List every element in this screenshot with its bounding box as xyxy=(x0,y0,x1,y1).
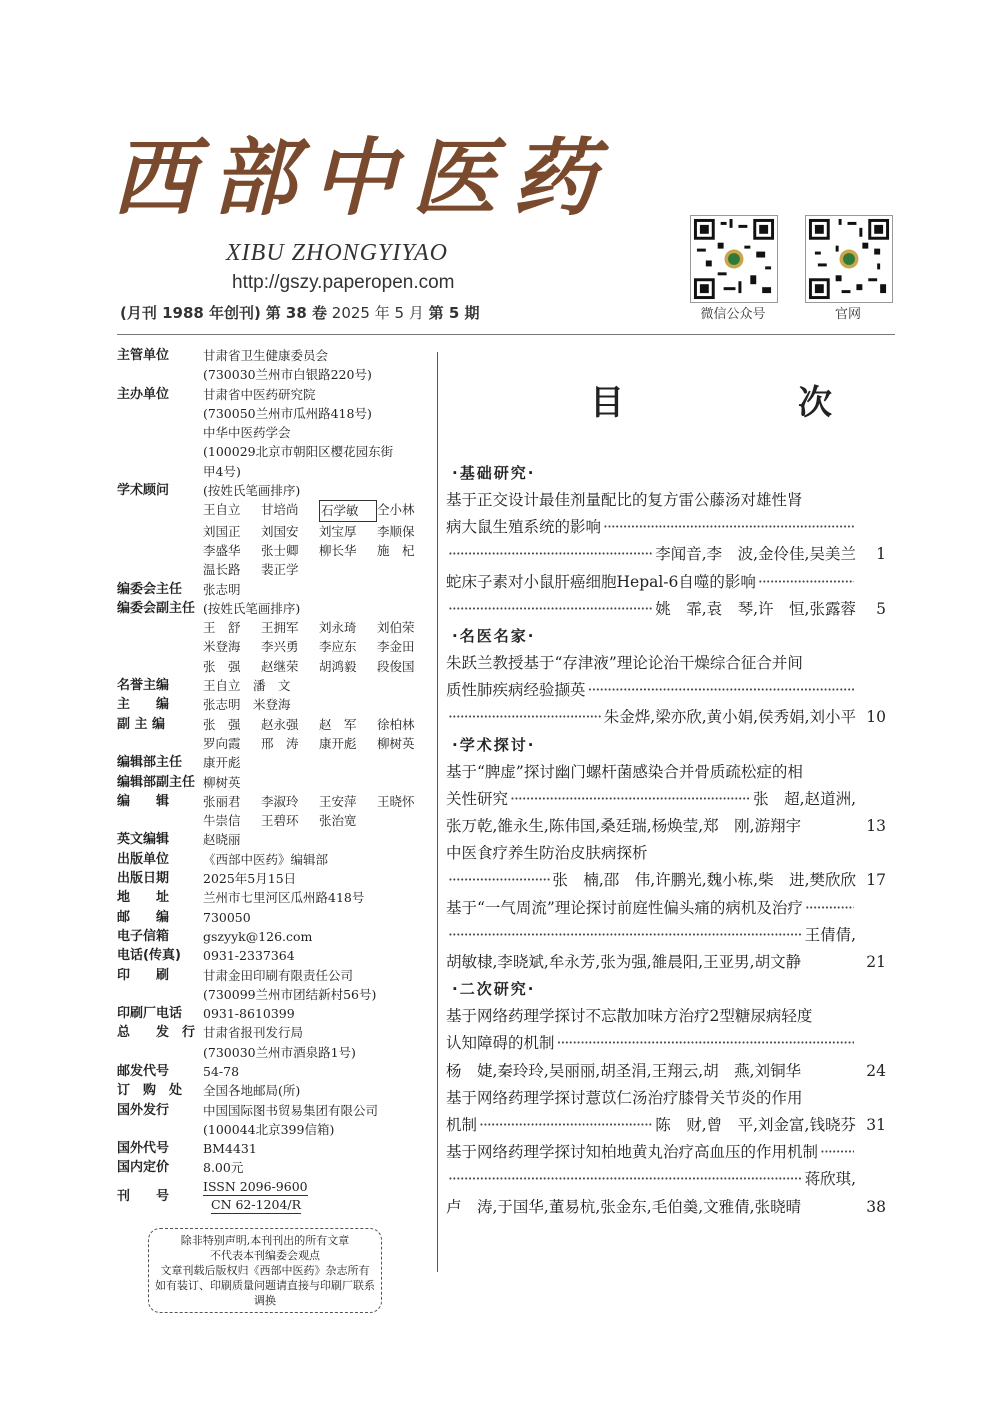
toc-entry-text: 张万乾,雒永生,陈伟国,桑廷瑞,杨焕莹,郑 刚,游翔宇 xyxy=(446,817,802,836)
vice-name: 李金田 xyxy=(377,639,415,655)
toc-entry-line[interactable] xyxy=(446,1166,886,1193)
toc-entry-text: 基于“脾虚”探讨幽门螺杆菌感染合并骨质疏松症的相 xyxy=(446,762,803,781)
issue-line xyxy=(120,302,480,323)
toc-entry-text: 基于“一气周流”理论探讨前庭性偏头痛的病机及治疗 xyxy=(446,898,803,917)
toc-entry-line[interactable] xyxy=(446,949,886,976)
info-value: 张志明 米登海 xyxy=(203,697,291,713)
toc-entry-text: 质性肺疾病经验撷英 xyxy=(446,681,586,700)
info-value: 2025年5月15日 xyxy=(203,871,297,887)
info-value: 王自立 潘 文 xyxy=(203,678,291,694)
advisor-name: 柳长华 xyxy=(319,542,357,558)
deputy-name: 张 强 xyxy=(203,716,241,732)
info-label: 主管单位 xyxy=(117,348,170,363)
toc-page-number: 5 xyxy=(876,599,886,618)
info-value: 甘肃省中医药研究院 xyxy=(203,386,316,402)
info-label: 刊 号 xyxy=(117,1188,170,1204)
vice-name: 胡鸿毅 xyxy=(319,658,357,674)
info-label: 邮发代号 xyxy=(117,1063,170,1079)
toc-entry-line[interactable] xyxy=(446,704,886,731)
info-label: 主 编 xyxy=(117,697,170,713)
toc-page-number: 24 xyxy=(866,1061,886,1080)
toc-entry-text: 胡敏棣,李晓斌,牟永芳,张为强,雒晨阳,王亚男,胡文静 xyxy=(446,953,802,972)
toc-entry-text: 王倩倩, xyxy=(804,925,856,944)
info-value: 54-78 xyxy=(203,1063,240,1079)
info-value: (100029北京市朝阳区樱花园东街 xyxy=(203,444,394,460)
editor-name: 张治宽 xyxy=(319,813,357,829)
info-label: 编委会主任 xyxy=(117,581,183,597)
dot-leader xyxy=(820,1139,854,1166)
toc-page-number: 17 xyxy=(866,871,886,890)
toc-page-number xyxy=(856,1139,886,1166)
toc-entry-text: 张 楠,邵 伟,许鹏光,魏小栋,柴 进,樊欣欣 xyxy=(552,871,856,890)
info-value: 中国国际图书贸易集团有限公司 xyxy=(203,1102,379,1118)
toc-page-number xyxy=(856,650,886,677)
toc-entry-text: 关性研究 xyxy=(446,789,509,808)
editor-name: 王碧环 xyxy=(261,813,299,829)
disclaimer-line: 除非特别声明,本刊刊出的所有文章 xyxy=(180,1234,350,1247)
info-value: 全国各地邮局(所) xyxy=(203,1083,301,1099)
info-value: 《西部中医药》编辑部 xyxy=(203,851,329,867)
dot-leader xyxy=(448,867,550,894)
vice-name: 米登海 xyxy=(203,639,241,655)
info-label: 学术顾问 xyxy=(117,483,170,499)
issue-monthly: (月刊 1988 年创刊) xyxy=(120,304,261,322)
dot-leader xyxy=(448,1166,803,1193)
deputy-name: 康开彪 xyxy=(319,735,357,751)
toc-entry-line[interactable] xyxy=(446,1139,886,1166)
editor-name: 王安萍 xyxy=(319,793,357,809)
advisor-name: 刘国安 xyxy=(261,523,299,539)
dot-leader xyxy=(588,677,854,704)
dot-leader xyxy=(805,895,854,922)
toc-entry-line[interactable] xyxy=(446,1112,886,1139)
toc-page-number: 38 xyxy=(866,1197,886,1216)
info-label: 电子信箱 xyxy=(117,928,170,944)
info-value: 甲4号) xyxy=(203,463,241,479)
toc-entry-line[interactable] xyxy=(446,596,886,623)
toc-entry-line[interactable] xyxy=(446,840,886,867)
advisor-name: 李盛华 xyxy=(203,542,241,558)
info-label: 编委会副主任 xyxy=(117,600,196,616)
info-label: 电话(传真) xyxy=(117,948,181,964)
qr-label: 官网 xyxy=(834,307,861,322)
disclaimer-line: 文章刊载后版权归《西部中医药》杂志所有 xyxy=(160,1264,370,1277)
toc-page-number xyxy=(856,1085,886,1112)
toc-page-number xyxy=(856,1030,886,1057)
toc-entry-line[interactable] xyxy=(446,786,886,813)
info-label: 副 主 编 xyxy=(117,716,166,732)
vice-name: 张 强 xyxy=(203,658,241,674)
issue-date: 2025 年 5 月 xyxy=(331,304,424,322)
toc-page-number: 13 xyxy=(866,817,886,836)
info-value: (按姓氏笔画排序) xyxy=(203,600,301,616)
journal-url[interactable]: http://gszy.paperopen.com xyxy=(232,272,455,293)
advisor-name: 刘宝厚 xyxy=(319,523,357,539)
dot-leader xyxy=(448,922,803,949)
toc-entry-line[interactable] xyxy=(446,867,886,894)
info-label: 印刷厂电话 xyxy=(117,1006,183,1022)
qr-code-icon xyxy=(805,215,893,303)
toc-entry-text: 中医食疗养生防治皮肤病探析 xyxy=(446,844,648,863)
dot-leader xyxy=(557,1030,854,1057)
toc-page-number xyxy=(856,569,886,596)
toc-page-number xyxy=(856,786,886,813)
toc-title: 目 次 xyxy=(590,383,902,423)
dot-leader xyxy=(448,541,653,568)
info-label: 地 址 xyxy=(117,890,170,906)
toc-page-number xyxy=(856,487,886,514)
toc-entry-line[interactable] xyxy=(446,487,886,514)
toc-entry-authors: 陈 财,曾 平,刘金富,钱晓芬 xyxy=(655,1116,856,1135)
disclaimer-box xyxy=(148,1228,382,1313)
deputy-name: 邢 涛 xyxy=(261,735,299,751)
toc-entry-line[interactable] xyxy=(446,541,886,568)
info-value: 兰州市七里河区瓜州路418号 xyxy=(203,890,365,906)
toc-entry-text: 蛇床子素对小鼠肝癌细胞Hepal-6自噬的影响 xyxy=(446,572,756,591)
vice-name: 王 舒 xyxy=(203,620,241,636)
toc-entry-line[interactable] xyxy=(446,1030,886,1057)
info-label: 英文编辑 xyxy=(117,832,170,848)
toc-entry-line[interactable] xyxy=(446,1085,886,1112)
toc-entry-text: 杨 婕,秦玲玲,吴丽丽,胡圣涓,王翔云,胡 燕,刘铜华 xyxy=(446,1061,802,1080)
info-value: 730050 xyxy=(203,909,251,925)
vice-name: 王拥军 xyxy=(261,620,299,636)
toc-page-number: 21 xyxy=(866,953,886,972)
info-label: 主办单位 xyxy=(117,386,170,402)
info-label: 编辑部主任 xyxy=(117,755,183,771)
table-of-contents xyxy=(446,460,886,1221)
advisor-name: 李顺保 xyxy=(377,523,415,539)
info-label: 国外代号 xyxy=(117,1141,170,1157)
qr-wechat[interactable] xyxy=(690,215,778,322)
deputy-name: 柳树英 xyxy=(377,735,415,751)
toc-section-heading: ·名医名家· xyxy=(452,626,536,645)
toc-entry-text: 基于网络药理学探讨不忘散加味方治疗2型糖尿病轻度 xyxy=(446,1007,813,1026)
info-label: 出版日期 xyxy=(117,871,170,887)
vice-name: 李兴勇 xyxy=(261,639,299,655)
dot-leader xyxy=(603,514,854,541)
toc-entry-text: 蒋欣琪, xyxy=(804,1170,856,1189)
masthead-info xyxy=(117,346,429,1216)
advisor-name: 张士卿 xyxy=(261,542,299,558)
toc-page-number xyxy=(856,514,886,541)
info-value: (按姓氏笔画排序) xyxy=(203,483,301,499)
info-value: 甘肃金田印刷有限责任公司 xyxy=(203,967,354,983)
cn-number: CN 62-1204/R xyxy=(211,1196,302,1212)
toc-entry-line[interactable] xyxy=(446,514,886,541)
toc-entry-text: 李闻音,李 波,金伶佳,吴美兰 xyxy=(655,545,856,564)
header-divider xyxy=(117,334,895,335)
dot-leader xyxy=(479,1112,653,1139)
advisor-name: 仝小林 xyxy=(377,502,415,518)
vice-name: 段俊国 xyxy=(377,658,415,674)
vice-name: 赵继荣 xyxy=(261,658,299,674)
info-label: 国外发行 xyxy=(117,1102,170,1118)
qr-label: 微信公众号 xyxy=(700,307,766,322)
dot-leader xyxy=(758,569,854,596)
info-label: 名誉主编 xyxy=(117,678,170,694)
vice-name: 李应东 xyxy=(319,639,357,655)
info-value: 中华中医药学会 xyxy=(203,425,291,441)
toc-entry-line[interactable] xyxy=(446,677,886,704)
toc-section-heading: ·二次研究· xyxy=(452,980,536,999)
advisor-name: 施 杞 xyxy=(377,542,415,558)
editor-name: 张丽君 xyxy=(203,793,241,809)
toc-entry-line[interactable] xyxy=(446,922,886,949)
info-value: 0931-8610399 xyxy=(203,1006,295,1022)
toc-page-number xyxy=(856,1003,886,1030)
toc-entry-authors: 张 超,赵道洲, xyxy=(753,789,856,808)
toc-entry-line[interactable] xyxy=(446,895,886,922)
info-label: 国内定价 xyxy=(117,1160,170,1176)
advisor-name: 刘国正 xyxy=(203,523,241,539)
toc-entry-line[interactable] xyxy=(446,1003,886,1030)
vice-name: 刘永琦 xyxy=(319,620,357,636)
toc-entry-text: 姚 霏,袁 琴,许 恒,张露蓉 xyxy=(655,599,856,618)
toc-entry-line[interactable] xyxy=(446,569,886,596)
qr-website[interactable] xyxy=(805,215,893,322)
editor-name: 牛崇信 xyxy=(203,813,241,829)
info-value: (730030兰州市白银路220号) xyxy=(203,367,372,383)
advisor-name: 裴正学 xyxy=(261,562,299,578)
toc-page-number xyxy=(856,840,886,867)
toc-page-number: 1 xyxy=(876,545,886,564)
info-value: 8.00元 xyxy=(203,1160,244,1176)
toc-entry-text: 朱跃兰教授基于“存津液”理论论治干燥综合征合并间 xyxy=(446,654,803,673)
vice-name: 刘伯荣 xyxy=(377,620,415,636)
issue-number: 第 5 期 xyxy=(428,304,480,322)
advisor-name: 甘培尚 xyxy=(261,502,299,518)
deputy-name: 赵永强 xyxy=(261,716,299,732)
toc-entry-line[interactable] xyxy=(446,759,886,786)
toc-entry-text: 机制 xyxy=(446,1116,478,1135)
info-value: (730099兰州市团结新村56号) xyxy=(203,986,377,1002)
toc-entry-text: 基于正交设计最佳剂量配比的复方雷公藤汤对雄性肾 xyxy=(446,491,803,509)
info-label: 印 刷 xyxy=(117,967,170,983)
issn: ISSN 2096-9600 xyxy=(203,1178,308,1194)
advisor-name: 温长路 xyxy=(203,562,241,578)
deputy-name: 徐柏林 xyxy=(377,716,415,732)
toc-page-number xyxy=(856,922,886,949)
info-value: 甘肃省报刊发行局 xyxy=(203,1025,304,1041)
info-value: 康开彪 xyxy=(203,755,241,771)
toc-section-heading: ·学术探讨· xyxy=(452,735,536,754)
toc-entry-text: 基于网络药理学探讨薏苡仁汤治疗膝骨关节炎的作用 xyxy=(446,1088,803,1107)
dot-leader xyxy=(510,786,751,813)
email-link[interactable]: gszyyk@126.com xyxy=(203,928,313,944)
toc-entry-line[interactable] xyxy=(446,1194,886,1221)
disclaimer-line: 不代表本刊编委会观点 xyxy=(210,1249,320,1262)
toc-page-number xyxy=(856,677,886,704)
toc-page-number xyxy=(856,895,886,922)
issue-volume: 第 38 卷 xyxy=(265,304,328,322)
dot-leader xyxy=(448,704,602,731)
info-value: 0931-2337364 xyxy=(203,948,295,964)
editor-name: 李淑玲 xyxy=(261,793,299,809)
info-label: 出版单位 xyxy=(117,851,170,867)
info-value: 甘肃省卫生健康委员会 xyxy=(203,348,329,363)
deputy-name: 赵 军 xyxy=(319,716,357,732)
info-label: 编 辑 xyxy=(117,793,170,809)
info-value: 赵晓丽 xyxy=(203,832,241,848)
info-value: 张志明 xyxy=(203,581,241,597)
info-value: (100044北京399信箱) xyxy=(203,1121,335,1137)
info-value: (730030兰州市酒泉路1号) xyxy=(203,1044,356,1060)
toc-entry-text: 基于网络药理学探讨知柏地黄丸治疗高血压的作用机制 xyxy=(446,1143,819,1162)
toc-section-heading: ·基础研究· xyxy=(452,463,536,482)
info-label: 邮 编 xyxy=(117,909,170,925)
advisor-name: 王自立 xyxy=(203,502,241,518)
disclaimer-line: 如有装订、印刷质量问题请直接与印刷厂联系调换 xyxy=(155,1279,375,1307)
toc-entry-line[interactable] xyxy=(446,813,886,840)
toc-page-number: 10 xyxy=(866,708,886,727)
deputy-name: 罗向霞 xyxy=(203,735,241,751)
info-label: 订 购 处 xyxy=(117,1083,183,1099)
info-label: 编辑部副主任 xyxy=(117,774,196,790)
toc-entry-text: 卢 涛,于国华,董易杭,张金东,毛伯羮,文雅倩,张晓晴 xyxy=(446,1197,802,1216)
toc-page-number: 31 xyxy=(866,1116,886,1135)
advisor-name: 石学敏 xyxy=(319,500,377,521)
journal-pinyin: XIBU ZHONGYIYAO xyxy=(226,240,448,266)
toc-entry-line[interactable] xyxy=(446,650,886,677)
journal-logo: 西部中医药 xyxy=(112,128,613,227)
info-value: (730050兰州市瓜州路418号) xyxy=(203,405,372,421)
column-divider xyxy=(437,352,438,1272)
info-label: 总 发 行 xyxy=(117,1025,196,1041)
qr-code-icon xyxy=(690,215,778,303)
toc-page-number xyxy=(856,1166,886,1193)
toc-entry-text: 病大鼠生殖系统的影响 xyxy=(446,518,602,537)
info-value: 柳树英 xyxy=(203,774,241,790)
toc-entry-text: 朱金烨,梁亦欣,黄小娟,侯秀娟,刘小平 xyxy=(603,708,856,727)
toc-entry-text: 认知障碍的机制 xyxy=(446,1034,555,1053)
toc-entry-line[interactable] xyxy=(446,1058,886,1085)
toc-page-number xyxy=(856,759,886,786)
editor-name: 王晓怀 xyxy=(377,793,415,809)
dot-leader xyxy=(448,596,653,623)
info-value: BM4431 xyxy=(203,1141,257,1157)
